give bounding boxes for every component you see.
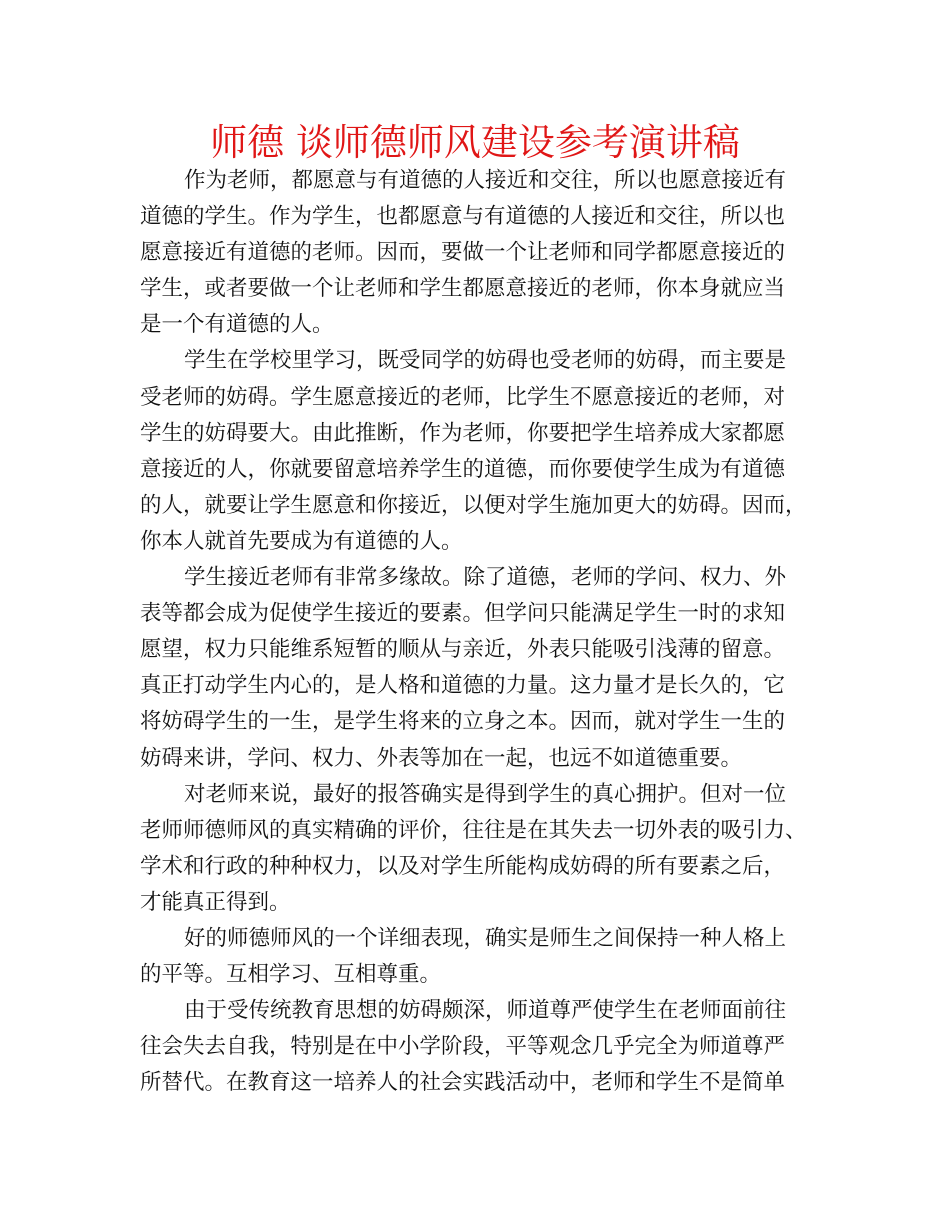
text-line: 学生在学校里学习，既受同学的妨碍也受老师的妨碍，而主要是 [184,348,787,374]
text-line: 愿望，权力只能维系短暂的顺从与亲近，外表只能吸引浅薄的留意。 [140,637,786,663]
text-line: 学生的妨碍要大。由此推断，作为老师，你要把学生培养成大家都愿 [140,420,786,446]
text-line: 学术和行政的种种权力，以及对学生所能构成妨碍的所有要素之后， [140,853,786,879]
text-line: 学生，或者要做一个让老师和学生都愿意接近的老师，你本身就应当 [140,276,786,302]
text-line: 才能真正得到。 [140,889,291,915]
text-line: 的平等。互相学习、互相尊重。 [140,962,442,988]
text-line: 往会失去自我，特别是在中小学阶段，平等观念几乎完全为师道尊严 [140,1034,786,1060]
text-line: 作为老师，都愿意与有道德的人接近和交往，所以也愿意接近有 [184,168,787,193]
text-line: 的人，就要让学生愿意和你接近，以便对学生施加更大的妨碍。因而， [140,492,807,518]
text-line: 真正打动学生内心的，是人格和道德的力量。这力量才是长久的，它 [140,673,786,699]
text-line: 将妨碍学生的一生，是学生将来的立身之本。因而，就对学生一生的 [140,709,786,735]
text-line: 对老师来说，最好的报答确实是得到学生的真心拥护。但对一位 [184,781,787,807]
text-line: 表等都会成为促使学生接近的要素。但学问只能满足学生一时的求知 [140,601,786,627]
text-line: 妨碍来讲，学问、权力、外表等加在一起，也远不如道德重要。 [140,745,743,771]
text-line: 学生接近老师有非常多缘故。除了道德，老师的学问、权力、外 [184,565,787,591]
document-title: 师德 谈师德师风建设参考演讲稿 [210,121,740,164]
text-line: 所替代。在教育这一培养人的社会实践活动中，老师和学生不是简单 [140,1070,786,1096]
text-line: 道德的学生。作为学生，也都愿意与有道德的人接近和交往，所以也 [140,204,786,230]
text-line: 老师师德师风的真实精确的评价，往往是在其失去一切外表的吸引力、 [140,817,807,843]
text-line: 受老师的妨碍。学生愿意接近的老师，比学生不愿意接近的老师，对 [140,384,786,410]
text-line: 愿意接近有道德的老师。因而，要做一个让老师和同学都愿意接近的 [140,240,786,266]
text-line: 是一个有道德的人。 [140,312,334,338]
text-line: 好的师德师风的一个详细表现，确实是师生之间保持一种人格上 [184,925,787,951]
text-line: 意接近的人，你就要留意培养学生的道德，而你要使学生成为有道德 [140,456,786,482]
text-line: 你本人就首先要成为有道德的人。 [140,528,463,554]
document-body [140,163,830,1101]
text-line: 由于受传统教育思想的妨碍颇深，师道尊严使学生在老师面前往 [184,998,787,1024]
